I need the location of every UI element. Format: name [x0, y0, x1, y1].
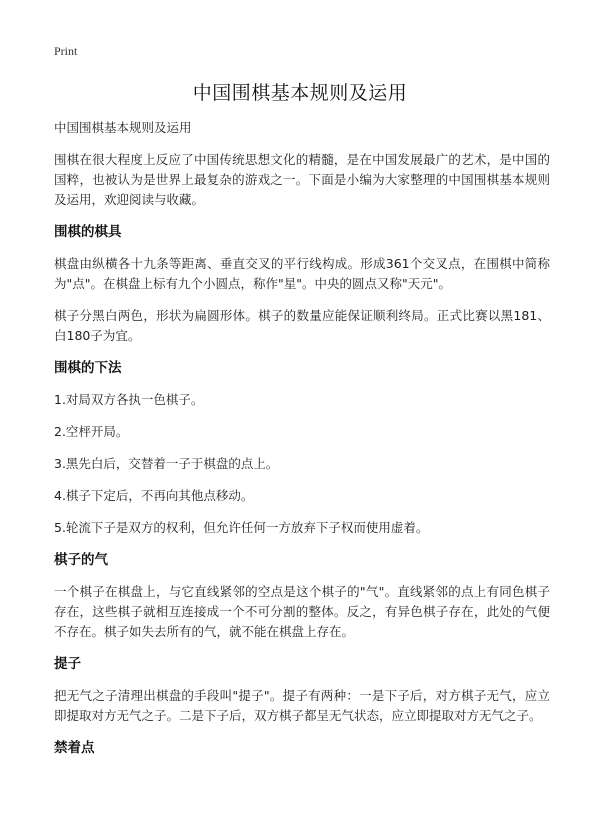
section-heading-equipment: 围棋的棋具 — [54, 224, 122, 240]
play-rule-item: 5.轮流下子是双方的权利，但允许任何一方放弃下子权而使用虚着。 — [54, 520, 429, 535]
intro-paragraph: 围棋在很大程度上反应了中国传统思想文化的精髓，是在中国发展最广的艺术，是中国的国粹，也被认为是世界上最复杂的游戏之一。下面是小编为大家整理的中国围棋基本规则及运用，欢迎阅读与收藏。 — [54, 152, 550, 207]
play-rule-item: 1.对局双方各执一色棋子。 — [54, 392, 204, 407]
capture-paragraph: 把无气之子清理出棋盘的手段叫"提子"。提子有两种：一是下子后，对方棋子无气，应立即提取对方无气之子。二是下子后，双方棋子都呈无气状态，应立即提取对方无气之子。 — [54, 688, 550, 723]
play-rule-item: 3.黑先白后，交替着一子于棋盘的点上。 — [54, 456, 279, 471]
section-heading-liberty: 棋子的气 — [54, 552, 108, 568]
section-heading-forbidden: 禁着点 — [54, 740, 95, 756]
equipment-board-paragraph: 棋盘由纵横各十九条等距离、垂直交叉的平行线构成。形成361个交叉点，在围棋中简称为"点"。在棋盘上标有九个小圆点，称作"星"。中央的圆点又称"天元"。 — [54, 256, 550, 291]
section-heading-capture: 提子 — [54, 656, 81, 672]
page-title: 中国围棋基本规则及运用 — [192, 82, 408, 104]
play-rule-item: 2.空枰开局。 — [54, 424, 129, 439]
play-rule-item: 4.棋子下定后，不再向其他点移动。 — [54, 488, 254, 503]
equipment-stones-paragraph: 棋子分黑白两色，形状为扁圆形体。棋子的数量应能保证顺利终局。正式比赛以黑181、白180子为宜。 — [54, 308, 550, 343]
section-heading-play: 围棋的下法 — [54, 360, 122, 376]
article-body — [54, 118, 550, 770]
article-subtitle: 中国围棋基本规则及运用 — [54, 120, 192, 135]
print-link[interactable]: Print — [54, 44, 78, 58]
liberty-paragraph: 一个棋子在棋盘上，与它直线紧邻的空点是这个棋子的"气"。直线紧邻的点上有同色棋子存在，这些棋子就相互连接成一个不可分割的整体。反之，有异色棋子存在，此处的气便不存在。棋子如失去所有的气，就不能在棋盘上存在。 — [54, 584, 550, 639]
